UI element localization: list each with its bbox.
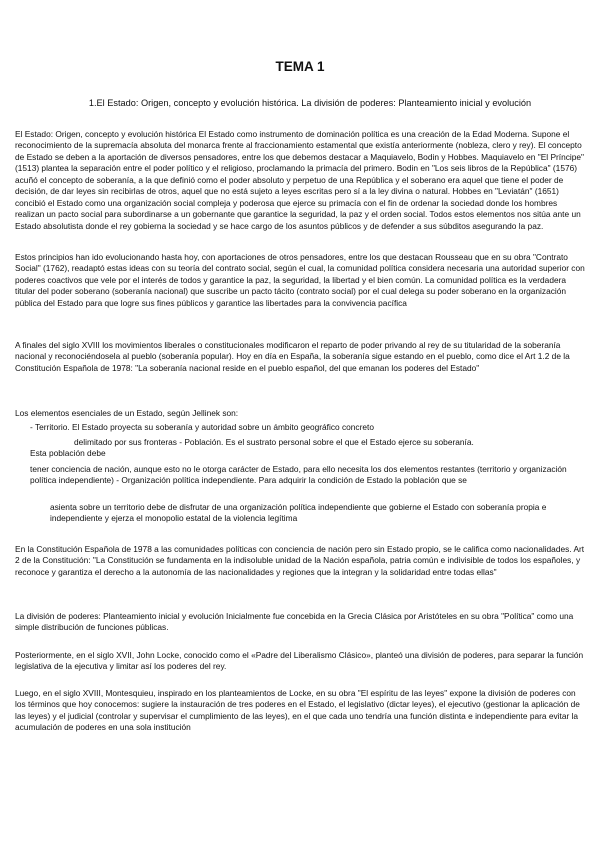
list-item-poblacion: delimitado por sus fronteras - Población. Es el sustrato personal sobre el que el Estado ejerce su soberanía. (74, 437, 474, 447)
list-item-territorio: - Territorio. El Estado proyecta su soberanía y autoridad sobre un ámbito geográfico concreto (30, 422, 374, 432)
section-heading: 1.El Estado: Origen, concepto y evolución histórica. La división de poderes: Planteamiento inicial y evolución (88, 98, 532, 108)
paragraph-evolucion: Estos principios han ido evolucionando hasta hoy, con aportaciones de otros pensadores, entre los que destacan Rousseau que en su obra "Contrato Social" (1762), readaptó estas ideas con su teoría del contrato social, según el cual, la comunidad política considera necesaria una autoridad superior con poderes coactivos que vele por el interés de todos y garantice la paz, la seguridad, la libertad y el bien común. La comunidad política es la verdadera titular del poder soberano (soberanía nacional) que suscribe un pacto tácito (contrato social) por el cual delega su poder soberano en la organización pública del Estado para que logre sus fines públicos y garantice las libertades para la convivencia pacífica (15, 252, 585, 308)
paragraph-constitucion: En la Constitución Española de 1978 a las comunidades políticas con conciencia de nación pero sin Estado propio, se le califica como nacionalidades. Art 2 de la Constitución: "La Constitución se fundamenta en la indisoluble unidad de la Nación española, patria común e indivisible de todos los españoles, y reconoce y garantiza el derecho a la autonomía de las nacionalidades y regiones que la integran y la solidaridad entre todas ellas" (15, 544, 585, 577)
list-item-poblacion-cont: Esta población debe (30, 448, 106, 458)
list-item-nacion: tener conciencia de nación, aunque esto no le otorga carácter de Estado, para ello necesita los dos elementos restantes (territorio y organización política independiente) - Organización política independiente. Para adquirir la condición de Estado la población que se (30, 464, 567, 486)
paragraph-siglo-xviii: A finales del siglo XVIII los movimientos liberales o constitucionales modificaron el reparto de poder privando al rey de su titularidad de la soberanía nacional y reconociéndosela al pueblo (soberanía popular). Hoy en día en España, la soberanía sigue estando en el pueblo, como dice el Art 1.2 de la Constitución Española de 1978: "La soberanía nacional reside en el pueblo español, del que emanan los poderes del Estado" (15, 340, 570, 373)
paragraph-origen-estado: El Estado: Origen, concepto y evolución histórica El Estado como instrumento de dominación política es una creación de la Edad Moderna. Supone el reconocimiento de la supremacía absoluta del monarca frente al fraccionamiento estamental que existía anteriormente (nobleza, clero y rey). El concepto de Estado se deben a la aportación de diversos pensadores, entre los que debemos destacar a Maquiavelo, Bodin y Hobbes. Maquiavelo en "El Príncipe" (1513) plantea la separación entre el poder político y el religioso, proclamando la primacía del primero. Bodin en "Los seis libros de la República" (1576) acuñó el concepto de soberanía, a la que definió como el poder absoluto y perpetuo de una República y el soberano era aquel que tiene el poder de decisión, de dar leyes sin recibirlas de otros, aquel que no está sujeto a leyes escritas pero sí a la ley divina o natural. Hobbes en "Leviatán" (1651) concibió el Estado como una organización social compleja y poderosa que ejerce su primacía con el fin de ordenar la sociedad donde los hombres realizan un pacto social para subordinarse a un gobernante que garantice la seguridad, la paz y el orden social. Todos estos elementos nos sitúa ante un Estado absolutista donde el rey gobierna la sociedad y se hace cargo de los asuntos públicos y de defender a sus súbditos asegurando la paz. (15, 129, 585, 231)
list-item-organizacion: asienta sobre un territorio debe de disfrutar de una organización política independiente que gobierne el Estado con soberanía propia e independiente y ejerza el monopolio estatal de la violencia legítima (50, 502, 547, 524)
paragraph-locke: Posteriormente, en el siglo XVII, John Locke, conocido como el «Padre del Liberalismo Clásico», planteó una división de poderes, para separar la función legislativa de la ejecutiva y limitar así los poderes del rey. (15, 650, 584, 672)
paragraph-division-poderes: La división de poderes: Planteamiento inicial y evolución Inicialmente fue concebida en la Grecia Clásica por Aristóteles en su obra "Política" como una simple distribución de funciones públicas. (15, 611, 574, 633)
paragraph-elementos-intro: Los elementos esenciales de un Estado, según Jellinek son: (15, 408, 239, 418)
page-title: TEMA 1 (275, 59, 325, 74)
paragraph-montesquieu: Luego, en el siglo XVIII, Montesquieu, inspirado en los planteamientos de Locke, en su obra "El espíritu de las leyes" expone la división de poderes con los términos que hoy conocemos: sugiere la instauración de tres poderes en el Estado, el legislativo (dictar leyes), el ejecutivo (gestionar la aplicación de las leyes) y el judicial (controlar y supervisar el cumplimiento de las leyes), en el que cada uno tendría una función distinta e independiente para evitar la acumulación de poderes en una sola institución (15, 688, 580, 733)
